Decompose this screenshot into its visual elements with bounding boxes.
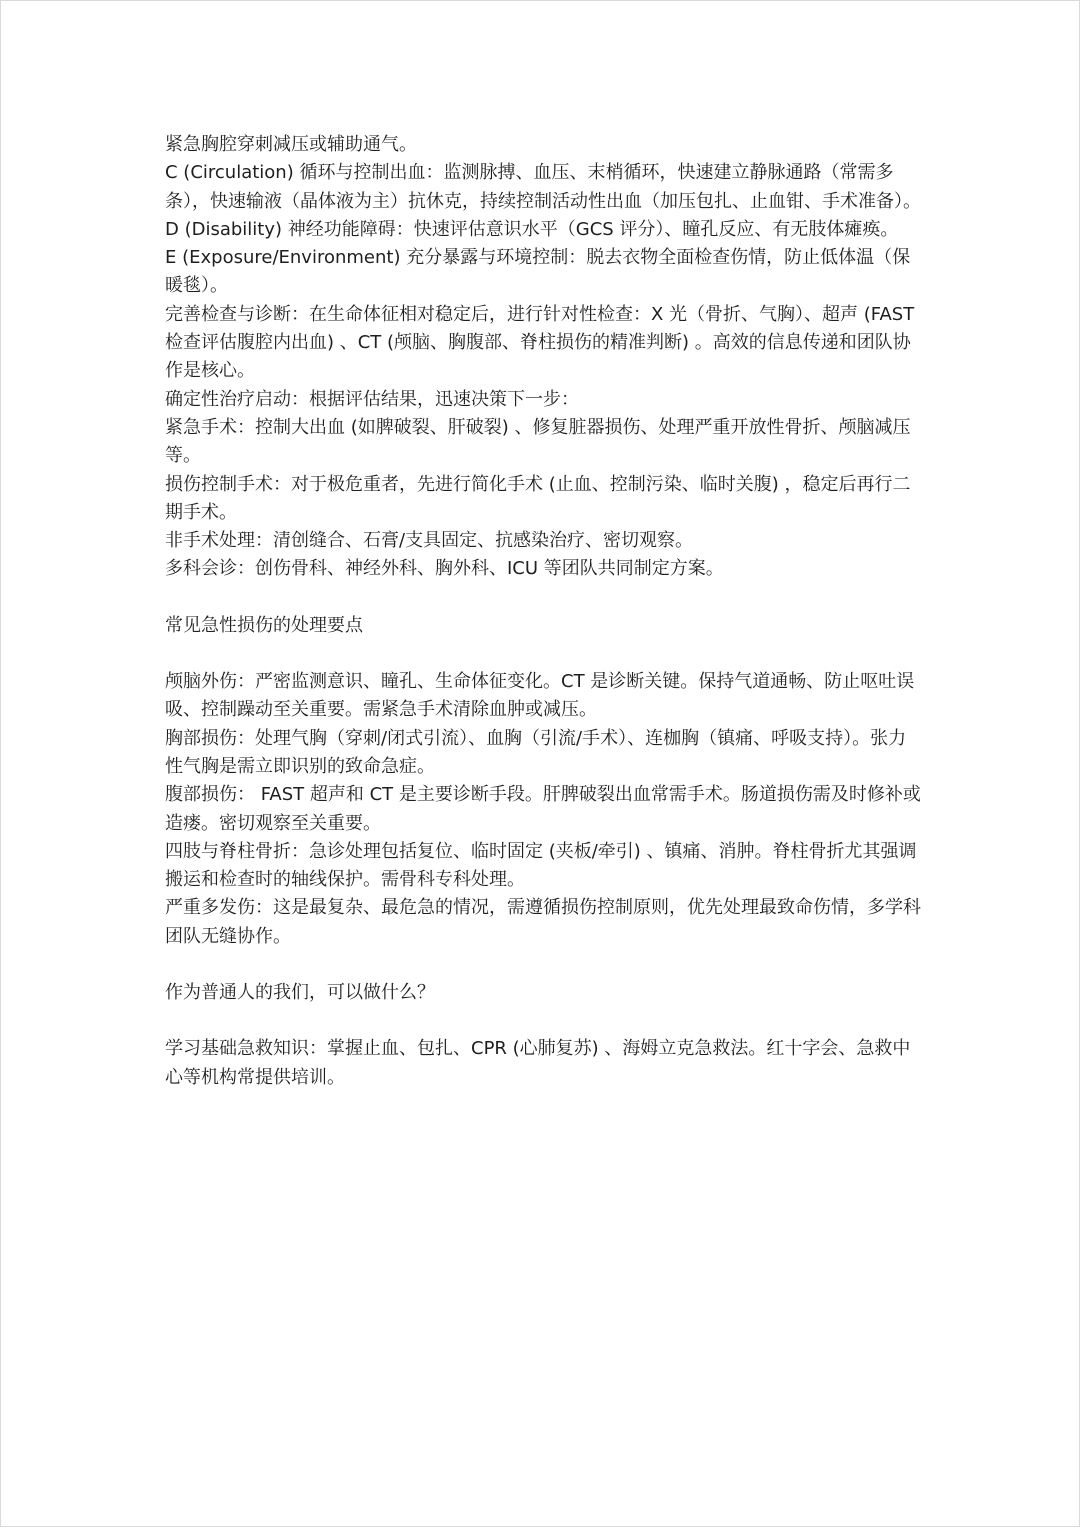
- paragraph-abdominal-injury: 腹部损伤： FAST 超声和 CT 是主要诊断手段。肝脾破裂出血常需手术。肠道损伤需及时修补或造瘘。密切观察至关重要。: [165, 784, 921, 834]
- paragraph-emergency-surgery: 紧急手术：控制大出血 (如脾破裂、肝破裂) 、修复脏器损伤、处理严重开放性骨折、颅脑减压等。: [165, 416, 911, 467]
- paragraph-consultation: 多科会诊：创伤骨科、神经外科、胸外科、ICU 等团队共同制定方案。: [165, 558, 724, 580]
- paragraph-head-injury: 颅脑外伤：严密监测意识、瞳孔、生命体征变化。CT 是诊断关键。保持气道通畅、防止呕吐误吸、控制躁动至关重要。需紧急手术清除血肿或减压。: [165, 671, 915, 721]
- paragraph-first-aid: 学习基础急救知识：掌握止血、包扎、CPR (心肺复苏) 、海姆立克急救法。红十字会、急救中心等机构常提供培训。: [165, 1038, 911, 1088]
- paragraph-fracture: 四肢与脊柱骨折：急诊处理包括复位、临时固定 (夹板/牵引) 、镇痛、消肿。脊柱骨折尤其强调搬运和检查时的轴线保护。需骨科专科处理。: [165, 840, 917, 891]
- paragraph-definitive-treatment: 确定性治疗启动：根据评估结果，迅速决策下一步：: [165, 388, 579, 410]
- spacer: [165, 640, 921, 668]
- paragraph-chest-injury: 胸部损伤：处理气胸（穿刺/闭式引流）、血胸（引流/手术）、连枷胸（镇痛、呼吸支持）。张力性气胸是需立即识别的致命急症。: [165, 727, 907, 777]
- section-heading-common-injuries: 常见急性损伤的处理要点: [165, 614, 363, 636]
- paragraph-multiple-trauma: 严重多发伤：这是最复杂、最危急的情况，需遵循损伤控制原则，优先处理最致命伤情，多学科团队无缝协作。: [165, 897, 921, 947]
- spacer: [165, 1007, 921, 1035]
- paragraph-examination: 完善检查与诊断：在生命体征相对稳定后，进行针对性检查：X 光（骨折、气胸）、超声 (FAST 检查评估腹腔内出血) 、CT (颅脑、胸腹部、脊柱损伤的精准判断) 。高效的信息传递和团队协作是核心。: [165, 303, 915, 382]
- document-body: [165, 131, 921, 1092]
- paragraph-circulation: C (Circulation) 循环与控制出血：监测脉搏、血压、末梢循环，快速建立静脉通路（常需多条），快速输液（晶体液为主）抗休克，持续控制活动性出血（加压包扎、止血钳、手术准备）。: [165, 162, 921, 212]
- paragraph-breathing-end: 紧急胸腔穿刺减压或辅助通气。: [165, 134, 417, 155]
- paragraph-disability: D (Disability) 神经功能障碍：快速评估意识水平（GCS 评分）、瞳孔反应、有无肢体瘫痪。: [165, 218, 899, 240]
- spacer: [165, 951, 921, 979]
- paragraph-non-surgical: 非手术处理：清创缝合、石膏/支具固定、抗感染治疗、密切观察。: [165, 530, 694, 552]
- section-heading-ordinary-people: 作为普通人的我们，可以做什么？: [165, 982, 435, 1004]
- paragraph-exposure: E (Exposure/Environment) 充分暴露与环境控制：脱去衣物全面检查伤情，防止低体温（保暖毯）。: [165, 247, 911, 297]
- paragraph-damage-control: 损伤控制手术：对于极危重者，先进行简化手术 (止血、控制污染、临时关腹) ，稳定后再行二期手术。: [165, 473, 911, 523]
- spacer: [165, 584, 921, 612]
